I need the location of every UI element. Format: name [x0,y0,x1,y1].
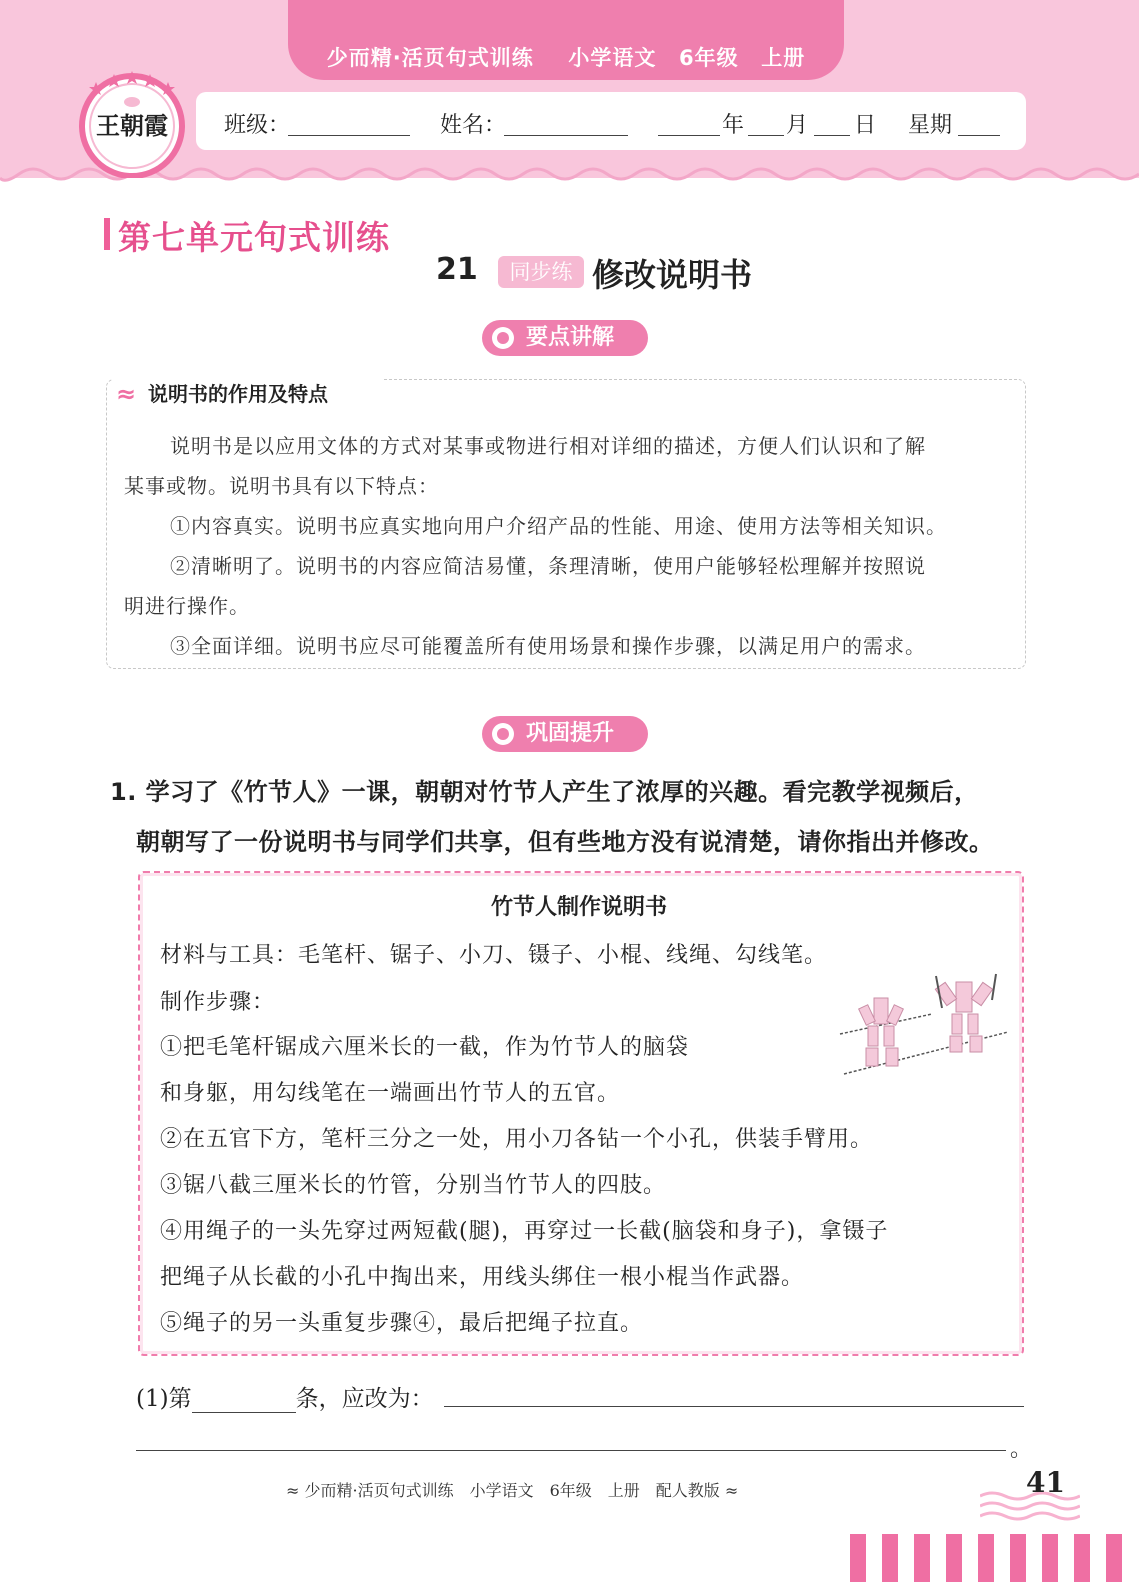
month-label: 月 [786,113,809,138]
series-title [288,42,844,72]
medal-icon [492,723,514,745]
footer-bar [850,1534,866,1582]
name-field[interactable] [504,109,628,136]
manual-line: ④用绳子的一头先穿过两短截(腿)，再穿过一长截(脑袋和身子)，拿镊子 [160,1219,889,1244]
footer-bar [914,1534,930,1582]
weekday-field[interactable] [958,109,1000,136]
manual-line: 把绳子从长截的小孔中掏出来，用线头绑住一根小棍当作武器。 [160,1265,805,1290]
weekday-label: 星期 [908,113,953,138]
section-label: 要点讲解 [526,325,615,350]
class-field[interactable] [288,109,410,136]
footer-bar [882,1534,898,1582]
question-line: 1. 学习了《竹节人》一课，朝朝对竹节人产生了浓厚的兴趣。看完教学视频后， [110,778,979,806]
manual-line: ⑤绳子的另一头重复步骤④，最后把绳子拉直。 [160,1311,644,1336]
key-point-line: ②清晰明了。说明书的内容应简洁易懂，条理清晰，使用户能够轻松理解并按照说 [170,554,926,578]
question-line: 朝朝写了一份说明书与同学们共享，但有些地方没有说清楚，请你指出并修改。 [136,828,994,856]
answer-blank-line-2[interactable] [136,1450,1006,1451]
subject: 小学语文 [568,46,657,70]
answer-prefix: (1)第 [136,1386,192,1412]
unit-title: 第七单元句式训练 [118,218,390,257]
grade: 6年级 [678,46,739,70]
answer-blank-line-1[interactable] [444,1406,1024,1407]
manual-line: ①把毛笔杆锯成六厘米长的一截，作为竹节人的脑袋 [160,1035,690,1060]
section-label: 巩固提升 [526,721,615,746]
wave-icon: ≈ [116,380,137,408]
volume: 上册 [761,46,806,70]
footer-text: ≈ 少而精·活页句式训练 小学语文 6年级 上册 配人教版 ≈ [286,1481,739,1500]
manual-line: 和身躯，用勾线笔在一端画出竹节人的五官。 [160,1081,621,1106]
key-point-line: 说明书是以应用文体的方式对某事或物进行相对详细的描述，方便人们认识和了解 [170,434,926,458]
year-label: 年 [722,113,745,138]
unit-title-bar [104,218,110,250]
lesson-number: 21 [436,252,478,287]
footer-bar [1074,1534,1090,1582]
footer-bar [1106,1534,1122,1582]
lesson-title: 修改说明书 [592,256,753,294]
key-point-line: 明进行操作。 [124,594,250,618]
answer-item-blank[interactable] [192,1390,296,1413]
bamboo-figure-illustration [836,970,1012,1080]
page-number: 41 [1026,1466,1065,1499]
manual-line: 制作步骤： [160,990,276,1015]
manual-line: ③锯八截三厘米长的竹管，分别当竹节人的四肢。 [160,1173,667,1198]
series-name: 少而精·活页句式训练 [326,46,534,70]
manual-title: 竹节人制作说明书 [490,895,667,920]
answer-middle: 条，应改为： [295,1386,434,1412]
answer-end-mark: 。 [1010,1437,1033,1462]
day-label: 日 [854,113,877,138]
section-pill-practice [482,716,648,752]
day-field[interactable] [814,109,850,136]
key-points-heading: 说明书的作用及特点 [148,382,328,406]
key-point-line: ③全面详细。说明书应尽可能覆盖所有使用场景和操作步骤，以满足用户的需求。 [170,634,926,658]
medal-icon [492,327,514,349]
footer-bar [1042,1534,1058,1582]
name-label: 姓名： [440,113,507,138]
footer-bar [946,1534,962,1582]
footer-bar [1010,1534,1026,1582]
section-pill-key-points [482,320,648,356]
brand-name: 王朝霞 [96,111,168,140]
manual-line: ②在五官下方，笔杆三分之一处，用小刀各钻一个小孔，供装手臂用。 [160,1127,874,1152]
key-point-line: 某事或物。说明书具有以下特点： [124,474,439,498]
manual-line: 材料与工具：毛笔杆、锯子、小刀、镊子、小棍、线绳、勾线笔。 [160,943,828,968]
footer-bar [978,1534,994,1582]
lesson-badge: 同步练 [498,256,584,288]
month-field[interactable] [748,109,784,136]
class-label: 班级： [224,113,291,138]
key-point-line: ①内容真实。说明书应真实地向用户介绍产品的性能、用途、使用方法等相关知识。 [170,514,947,538]
year-field[interactable] [658,109,720,136]
answer-line-1 [136,1380,434,1413]
